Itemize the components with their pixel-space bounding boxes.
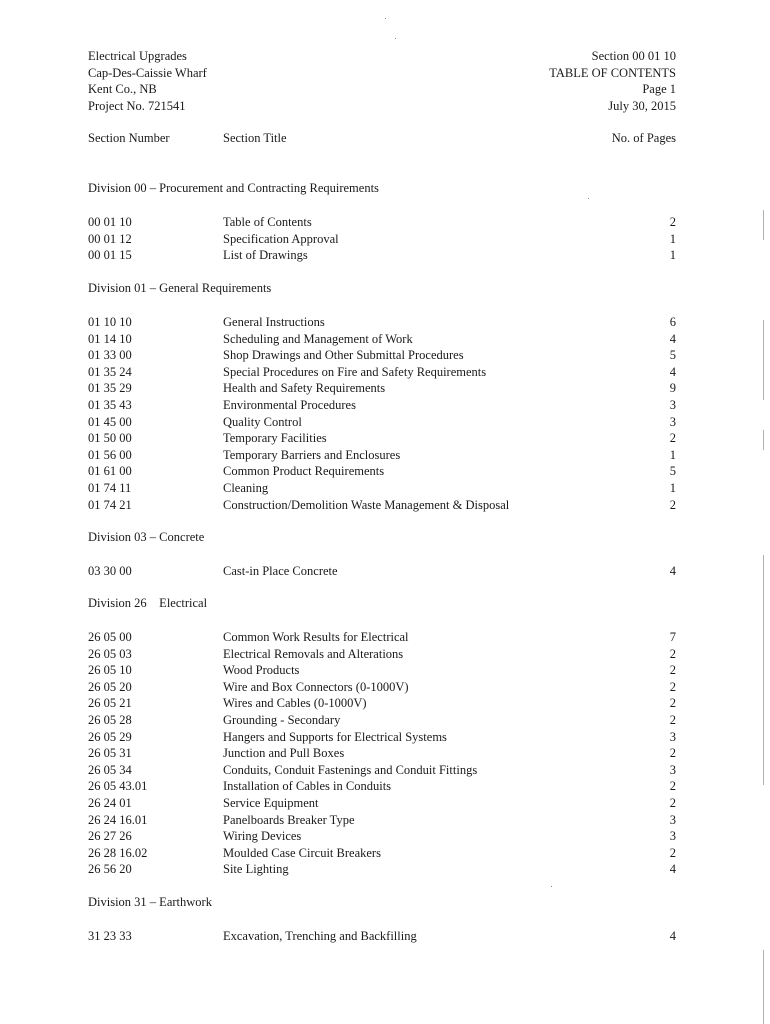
toc-row [88, 347, 676, 364]
page-count: 2 [669, 215, 676, 229]
scan-edge-mark [763, 320, 764, 400]
section-title: Wood Products [223, 663, 300, 678]
toc-row [88, 812, 676, 829]
section-title: Wire and Box Connectors (0-1000V) [223, 679, 409, 694]
project-name: Electrical Upgrades [88, 49, 187, 63]
page-count: 1 [669, 231, 676, 246]
division-heading: Division 31 – Earthwork [88, 895, 212, 909]
page-count: 7 [669, 630, 676, 644]
page-count: 2 [669, 746, 676, 761]
section-number: 26 05 10 [88, 663, 132, 678]
toc-row [88, 679, 676, 696]
document-title: TABLE OF CONTENTS [549, 65, 676, 80]
toc-row [88, 463, 676, 480]
division-01-sections [88, 314, 676, 513]
section-title: Shop Drawings and Other Submittal Procedures [223, 348, 464, 363]
section-number: 26 05 03 [88, 646, 132, 661]
section-number: 31 23 33 [88, 929, 132, 943]
page-count: 2 [669, 431, 676, 446]
scan-speck [385, 18, 386, 19]
project-county: Kent Co., NB [88, 82, 157, 97]
page-count: 2 [669, 712, 676, 727]
section-number: 01 74 21 [88, 497, 132, 512]
section-title: Scheduling and Management of Work [223, 331, 413, 346]
division-00-sections [88, 214, 676, 264]
section-title: Junction and Pull Boxes [223, 746, 345, 761]
page-count: 2 [669, 845, 676, 860]
division-heading: Division 00 – Procurement and Contracting Requirements [88, 181, 379, 195]
section-title: Cleaning [223, 480, 269, 495]
section-number: 26 05 34 [88, 762, 132, 777]
section-title: Construction/Demolition Waste Management & Disposal [223, 497, 510, 512]
section-number: 26 05 29 [88, 729, 132, 744]
division-heading: Division 26 Electrical [88, 596, 208, 610]
section-title: Excavation, Trenching and Backfilling [223, 929, 417, 943]
toc-row [88, 563, 676, 580]
division-heading: Division 03 – Concrete [88, 530, 205, 544]
page-count: 4 [669, 564, 676, 578]
division-heading: Division 01 – General Requirements [88, 281, 272, 295]
section-title: Panelboards Breaker Type [223, 812, 355, 827]
page-count: 1 [669, 248, 676, 263]
scan-speck [551, 886, 552, 887]
project-number: Project No. 721541 [88, 98, 186, 113]
section-title: Site Lighting [223, 862, 289, 877]
toc-row [88, 430, 676, 447]
column-headers [88, 131, 676, 148]
section-number: 01 33 00 [88, 348, 132, 363]
page-count: 2 [669, 779, 676, 794]
page-count: 3 [669, 812, 676, 827]
project-info-block [88, 48, 207, 114]
section-number: 26 24 01 [88, 795, 132, 810]
toc-row [88, 778, 676, 795]
toc-row [88, 662, 676, 679]
section-title: Temporary Barriers and Enclosures [223, 447, 401, 462]
section-title: Cast-in Place Concrete [223, 564, 338, 578]
toc-row [88, 364, 676, 381]
section-number: 26 56 20 [88, 862, 132, 877]
division-03-sections [88, 563, 676, 580]
section-title: Service Equipment [223, 795, 319, 810]
scan-edge-mark [763, 210, 764, 240]
toc-row [88, 314, 676, 331]
section-title: Common Work Results for Electrical [223, 630, 409, 644]
toc-row [88, 795, 676, 812]
section-title: Specification Approval [223, 231, 339, 246]
section-title: Moulded Case Circuit Breakers [223, 845, 381, 860]
section-number: 01 45 00 [88, 414, 132, 429]
section-title-header: Section Title [223, 131, 287, 145]
section-number: 03 30 00 [88, 564, 132, 578]
section-title: Common Product Requirements [223, 464, 385, 479]
scan-edge-mark [763, 555, 764, 785]
page-count: 3 [669, 397, 676, 412]
page-count: 9 [669, 381, 676, 396]
section-title: Hangers and Supports for Electrical Systems [223, 729, 447, 744]
page-count: 5 [669, 348, 676, 363]
section-number: 01 56 00 [88, 447, 132, 462]
page-count: 5 [669, 464, 676, 479]
scan-speck [395, 38, 396, 39]
section-title: Quality Control [223, 414, 302, 429]
page-count: 1 [669, 480, 676, 495]
section-title: Temporary Facilities [223, 431, 327, 446]
toc-row [88, 629, 676, 646]
division-31-sections [88, 928, 676, 945]
page-count: 2 [669, 646, 676, 661]
section-title: Conduits, Conduit Fastenings and Conduit Fittings [223, 762, 478, 777]
page-count: 3 [669, 762, 676, 777]
page-count: 6 [669, 315, 676, 329]
section-number: 01 50 00 [88, 431, 132, 446]
section-number: 00 01 10 [88, 215, 132, 229]
scan-speck [588, 198, 589, 199]
page-count: 4 [669, 929, 676, 943]
section-number: 26 05 21 [88, 696, 132, 711]
page-count: 3 [669, 829, 676, 844]
section-title: Wires and Cables (0-1000V) [223, 696, 367, 711]
toc-row [88, 214, 676, 231]
page-number: Page 1 [642, 82, 676, 97]
toc-row [88, 729, 676, 746]
document-date: July 30, 2015 [608, 98, 676, 113]
section-number: 26 28 16.02 [88, 845, 148, 860]
section-title: Electrical Removals and Alterations [223, 646, 404, 661]
section-title: List of Drawings [223, 248, 308, 263]
section-title: Installation of Cables in Conduits [223, 779, 392, 794]
toc-row [88, 928, 676, 945]
toc-row [88, 480, 676, 497]
section-number: 00 01 12 [88, 231, 132, 246]
toc-row [88, 247, 676, 264]
section-title: Special Procedures on Fire and Safety Requirements [223, 364, 487, 379]
toc-row [88, 695, 676, 712]
page-count: 2 [669, 497, 676, 512]
toc-row [88, 861, 676, 878]
section-number: 26 05 00 [88, 630, 132, 644]
page-count-header: No. of Pages [611, 131, 676, 145]
section-number: 26 05 20 [88, 679, 132, 694]
page-count: 4 [669, 331, 676, 346]
section-title: Table of Contents [223, 215, 312, 229]
toc-row [88, 414, 676, 431]
section-number: 26 05 28 [88, 712, 132, 727]
section-number: 26 24 16.01 [88, 812, 148, 827]
page-count: 2 [669, 679, 676, 694]
section-number: 01 10 10 [88, 315, 132, 329]
section-title: Wiring Devices [223, 829, 302, 844]
page-count: 2 [669, 696, 676, 711]
toc-row [88, 646, 676, 663]
page-count: 1 [669, 447, 676, 462]
scan-edge-mark [763, 950, 764, 1024]
toc-row [88, 712, 676, 729]
section-title: Environmental Procedures [223, 397, 356, 412]
page-count: 4 [669, 862, 676, 877]
section-number: 01 61 00 [88, 464, 132, 479]
toc-row [88, 497, 676, 514]
section-number: 01 14 10 [88, 331, 132, 346]
section-number: 26 05 43.01 [88, 779, 148, 794]
section-title: General Instructions [223, 315, 325, 329]
section-number: 01 35 43 [88, 397, 132, 412]
section-number: 00 01 15 [88, 248, 132, 263]
section-number: 26 05 31 [88, 746, 132, 761]
toc-row [88, 331, 676, 348]
page-count: 3 [669, 414, 676, 429]
section-number-header: Section Number [88, 131, 170, 145]
toc-row [88, 397, 676, 414]
page-count: 3 [669, 729, 676, 744]
page-count: 2 [669, 663, 676, 678]
scan-edge-mark [763, 430, 764, 450]
section-number: 01 74 11 [88, 480, 132, 495]
page-count: 4 [669, 364, 676, 379]
page-count: 2 [669, 795, 676, 810]
toc-row [88, 380, 676, 397]
section-id: Section 00 01 10 [591, 49, 676, 63]
toc-row [88, 231, 676, 248]
toc-row [88, 447, 676, 464]
section-number: 26 27 26 [88, 829, 132, 844]
section-title: Health and Safety Requirements [223, 381, 386, 396]
toc-row [88, 745, 676, 762]
toc-row [88, 828, 676, 845]
project-location: Cap-Des-Caissie Wharf [88, 65, 207, 80]
toc-row [88, 762, 676, 779]
section-number: 01 35 29 [88, 381, 132, 396]
division-26-sections [88, 629, 676, 878]
section-number: 01 35 24 [88, 364, 132, 379]
toc-row [88, 845, 676, 862]
section-info-block [549, 48, 676, 114]
section-title: Grounding - Secondary [223, 712, 341, 727]
